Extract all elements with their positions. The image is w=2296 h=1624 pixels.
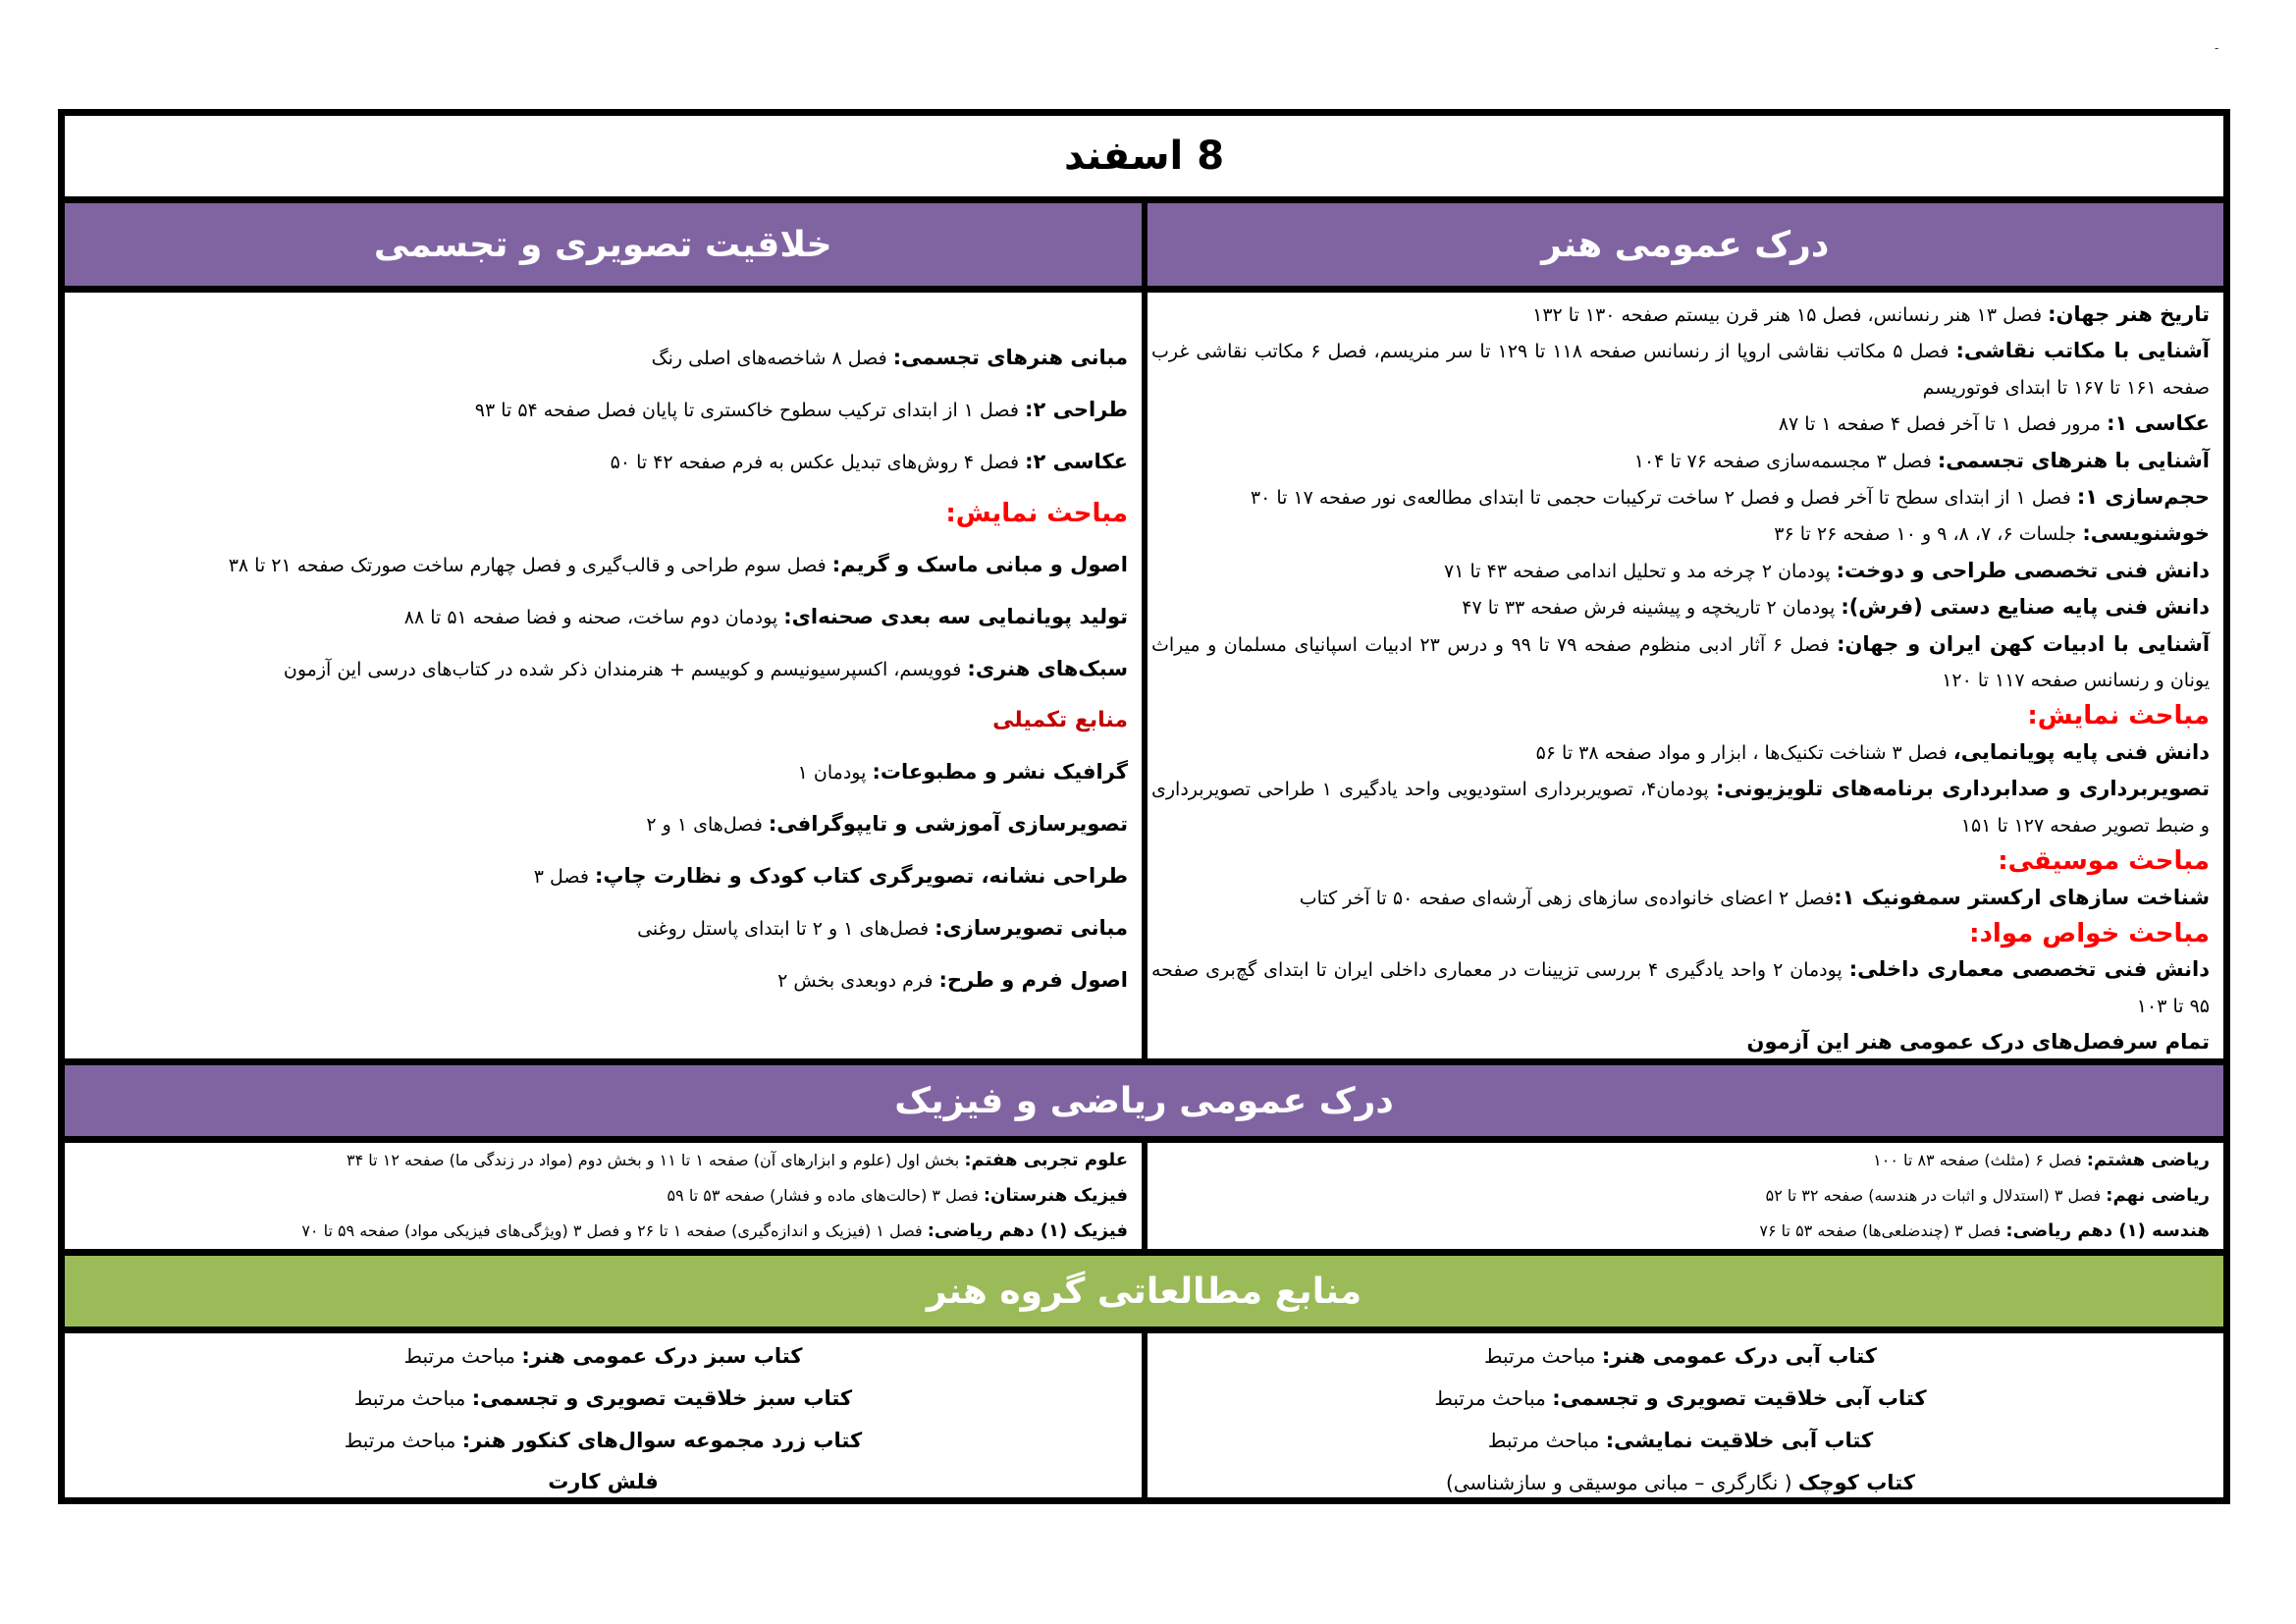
visual-creativity-column [65,293,1142,1058]
list-item: گرافیک نشر و مطبوعات: پودمان ۱ [797,760,1128,784]
list-item: ریاضی هشتم: فصل ۶ (مثلث) صفحه ۸۳ تا ۱۰۰ [1873,1150,2210,1170]
list-item: طراحی نشانه، تصویرگری کتاب کودک و نظارت چاپ: فصل ۳ [533,864,1128,888]
section2-content [65,1143,2223,1249]
divider [65,196,2223,203]
list-item: دانش فنی پایه پویانمایی، فصل ۳ شناخت تکنیک‌ها ، ابزار و مواد صفحه ۳۸ تا ۵۶ [1535,739,2210,764]
show-topics-heading: مباحث نمایش: [945,499,1128,528]
list-item: عکاسی ۱: مرور فصل ۱ تا آخر فصل ۴ صفحه ۱ تا ۸۷ [1778,411,2210,436]
list-item: فلش کارت [548,1470,659,1493]
extra-resources-heading: منابع تکمیلی [992,708,1128,732]
physics-column [65,1143,1142,1249]
list-item: خوشنویسی: جلسات ۶، ۷، ۸، ۹ و ۱۰ صفحه ۲۶ تا ۳۶ [1774,521,2210,546]
list-item: سبک‌های هنری: فوویسم، اکسپرسیونیسم و کوبیسم + هنرمندان ذکر شده در کتاب‌های درسی این آزمون [283,657,1128,680]
study-resources-header: منابع مطالعاتی گروه هنر [926,1271,1362,1312]
list-item: علوم تجربی هفتم: بخش اول (علوم و ابزارهای آن) صفحه ۱ تا ۱۱ و بخش دوم (مواد در زندگی ما) صفحه ۱۲ تا ۳۴ [347,1150,1128,1170]
list-item: مبانی هنرهای تجسمی: فصل ۸ شاخصه‌های اصلی رنگ [651,346,1128,369]
list-item: فیزیک (۱) دهم ریاضی: فصل ۱ (فیزیک و اندازه‌گیری) صفحه ۱ تا ۲۶ و فصل ۳ (ویژگی‌های فیزیکی مواد) صفحه ۵۹ تا ۷۰ [301,1220,1128,1241]
materials-topics-heading: مباحث خواص مواد: [1969,918,2210,948]
divider [65,286,2223,293]
list-item: تولید پویانمایی سه بعدی صحنه‌ای: پودمان دوم ساخت، صحنه و فضا صفحه ۵۱ تا ۸۸ [403,605,1128,628]
list-item: کتاب سبز خلاقیت تصویری و تجسمی: مباحث مرتبط [353,1386,853,1410]
list-item: آشنایی با ادبیات کهن ایران و جهان: فصل ۶ آثار ادبی منظوم صفحه ۷۹ تا ۹۹ و درس ۲۳ ادبیات اسپانیای مسلمان و میراث یونان و رنسانس صفحه ۱۱۷ تا ۱۲۰ [1151,631,2211,692]
list-item: مبانی تصویرسازی: فصل‌های ۱ و ۲ تا ابتدای پاستل روغنی [637,916,1128,940]
list-item: هندسه (۱) دهم ریاضی: فصل ۳ (چندضلعی‌ها) صفحه ۵۳ تا ۷۶ [1759,1220,2210,1241]
list-item: ریاضی نهم: فصل ۳ (استدلال و اثبات در هندسه) صفحه ۳۲ تا ۵۲ [1765,1185,2210,1206]
list-item: تصویرسازی آموزشی و تایپوگرافی: فصل‌های ۱ و ۲ [646,812,1128,836]
list-item: آشنایی با مکاتب نقاشی: فصل ۵ مکاتب نقاشی اروپا از رنسانس صفحه ۱۱۸ تا ۱۲۹ تا سر منریسم، فصل ۶ مکاتب نقاشی غرب صفحه ۱۶۱ تا ۱۶۷ تا ابتدای فوتوریسم [1151,339,2210,399]
green-books-column [65,1333,1142,1497]
art-general-header: درک عمومی هنر [1541,224,1830,265]
math-physics-header: درک عمومی ریاضی و فیزیک [894,1080,1394,1121]
list-item: آشنایی با هنرهای تجسمی: فصل ۳ مجسمه‌سازی صفحه ۷۶ تا ۱۰۴ [1633,448,2210,472]
list-item: فیزیک هنرستان: فصل ۳ (حالت‌های ماده و فشار) صفحه ۵۳ تا ۵۹ [667,1185,1128,1206]
list-item: اصول فرم و طرح: فرم دوبعدی بخش ۲ [777,968,1128,992]
section3-content [65,1333,2223,1497]
visual-creativity-header: خلاقیت تصویری و تجسمی [373,224,832,265]
list-item: اصول و مبانی ماسک و گریم: فصل سوم طراحی و قالب‌گیری و فصل چهارم ساخت صورتک صفحه ۲۱ تا ۳۸ [228,553,1128,576]
section1-header-band [65,203,2223,286]
list-item: کتاب زرد مجموعه سوال‌های کنکور هنر: مباحث مرتبط [344,1429,863,1452]
list-item: طراحی ۲: فصل ۱ از ابتدای ترکیب سطوح خاکستری تا پایان فصل صفحه ۵۴ تا ۹۳ [474,398,1128,421]
list-item: حجم‌سازی ۱: فصل ۱ از ابتدای سطح تا آخر فصل و فصل ۲ ساخت ترکیبات حجمی تا ابتدای مطالعه‌ی نور صفحه ۱۷ تا ۳۰ [1250,485,2210,510]
list-item: دانش فنی پایه صنایع دستی (فرش): پودمان ۲ تاریخچه و پیشینه فرش صفحه ۳۳ تا ۴۷ [1462,595,2210,620]
list-item: کتاب آبی خلاقیت نمایشی: مباحث مرتبط [1487,1429,1874,1452]
list-item: کتاب کوچک ( نگارگری – مبانی موسیقی و سازشناسی) [1446,1471,1915,1494]
study-resources-header-band [65,1256,2223,1326]
divider [65,1249,2223,1256]
date-title: 8 اسفند [1063,134,1225,179]
blue-books-column [1144,1333,2223,1497]
list-item: عکاسی ۲: فصل ۴ روش‌های تبدیل عکس به فرم صفحه ۴۲ تا ۵۰ [610,450,1128,473]
list-item: کتاب سبز درک عمومی هنر: مباحث مرتبط [403,1344,803,1368]
list-item: دانش فنی تخصصی طراحی و دوخت: پودمان ۲ چرخه مد و تحلیل اندامی صفحه ۴۳ تا ۷۱ [1444,558,2210,582]
show-topics-heading: مباحث نمایش: [2027,701,2210,731]
math-column [1144,1143,2223,1249]
math-physics-header-band [65,1065,2223,1136]
list-item: کتاب آبی خلاقیت تصویری و تجسمی: مباحث مرتبط [1434,1386,1927,1410]
list-item: دانش فنی تخصصی معماری داخلی: پودمان ۲ واحد یادگیری ۴ بررسی تزیینات در معماری داخلی ایران تا ابتدای گچ‌بری صفحه ۹۵ تا ۱۰۳ [1151,957,2210,1017]
divider [65,1326,2223,1333]
music-topics-heading: مباحث موسیقی: [1998,846,2210,877]
section1-content [65,293,2223,1058]
divider [65,1136,2223,1143]
list-item: تمام سرفصل‌های درک عمومی هنر این آزمون [1746,1030,2210,1055]
list-item: کتاب آبی درک عمومی هنر: مباحث مرتبط [1483,1344,1878,1368]
schedule-table [58,109,2230,1504]
list-item: شناخت سازهای ارکستر سمفونیک ۱:فصل ۲ اعضای خانواده‌ی سازهای زهی آرشه‌ای صفحه ۵۰ تا آخر کتاب [1299,885,2210,909]
divider [65,1058,2223,1065]
page-corner-mark: - [2215,41,2219,55]
list-item: تاریخ هنر جهان: فصل ۱۳ هنر رنسانس، فصل ۱۵ هنر قرن بیستم صفحه ۱۳۰ تا ۱۳۲ [1532,302,2210,326]
list-item: تصویربرداری و صدابرداری برنامه‌های تلویزیونی: پودمان۴، تصویربرداری استودیویی واحد یادگیری ۱ طراحی تصویربرداری و ضبط تصویر صفحه ۱۲۷ تا ۱۵۱ [1151,777,2210,837]
art-general-column [1144,293,2223,1058]
